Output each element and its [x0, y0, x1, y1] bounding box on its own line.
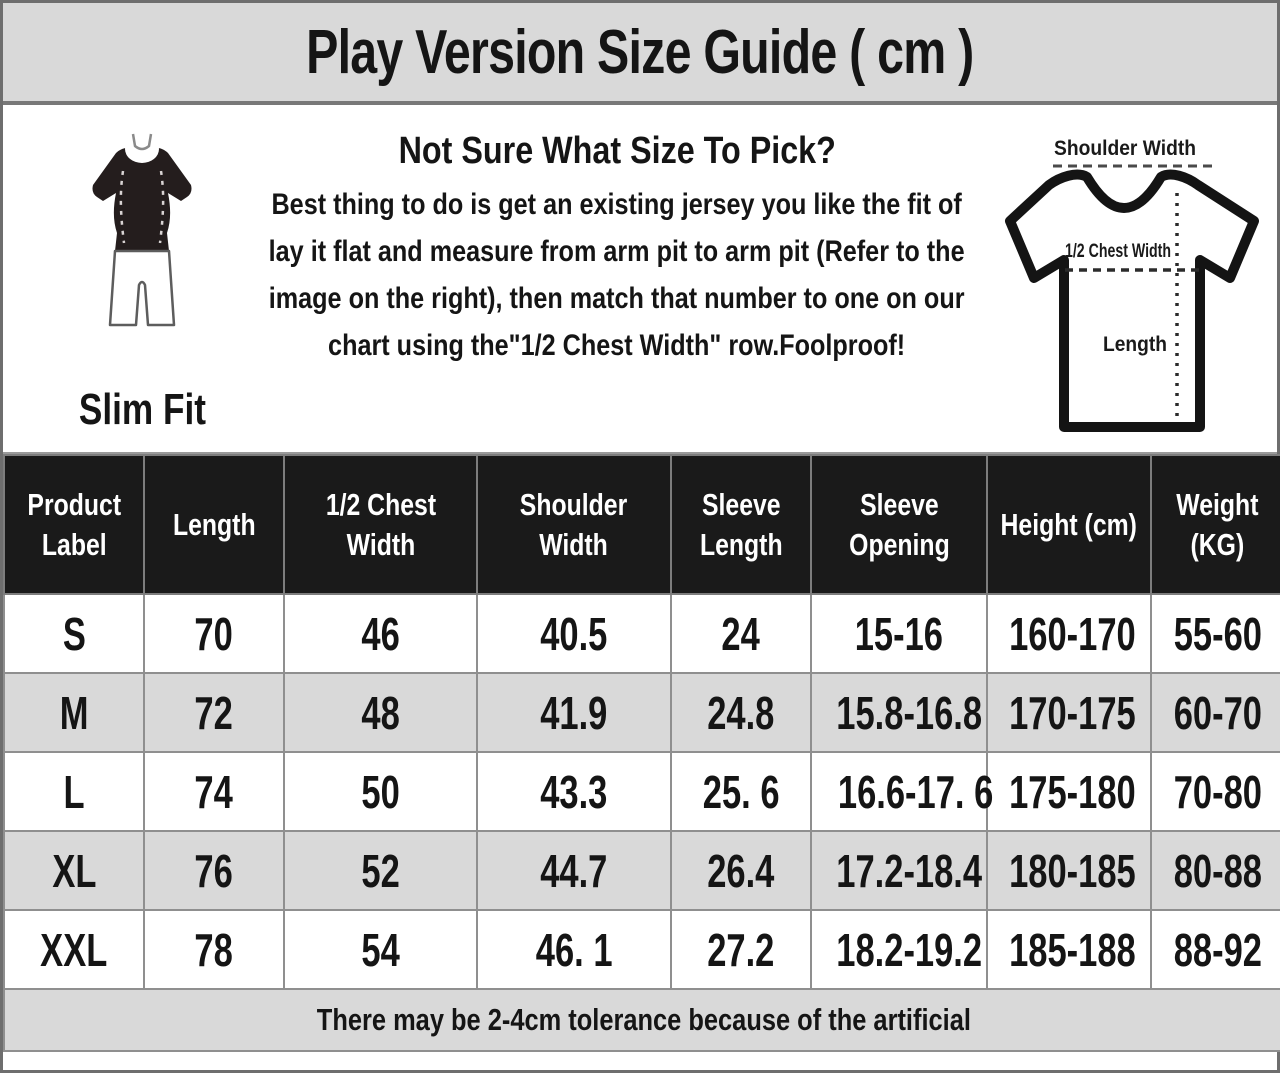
cell: 70: [144, 594, 284, 673]
size-advice: [261, 129, 973, 369]
col-header-product-label: Product Label: [4, 455, 144, 594]
size-table-footer: [4, 989, 1280, 1051]
size-label-cell: XL: [4, 831, 144, 910]
cell: 52: [284, 831, 477, 910]
table-row-xxl: [4, 910, 1280, 989]
cell: 80-88: [1151, 831, 1280, 910]
shoulder-width-label: Shoulder Width: [1054, 137, 1196, 160]
cell: 180-185: [987, 831, 1151, 910]
cell: 18.2-19.2: [811, 910, 987, 989]
half-chest-width-label: 1/2 Chest Width: [1065, 241, 1171, 262]
cell: 74: [144, 752, 284, 831]
size-label-cell: L: [4, 752, 144, 831]
col-header-length: Length: [144, 455, 284, 594]
cell: 41.9: [477, 673, 671, 752]
length-label: Length: [1103, 333, 1167, 356]
header-row: [4, 455, 1280, 594]
cell: 88-92: [1151, 910, 1280, 989]
size-table: [3, 454, 1280, 1052]
table-row-s: [4, 594, 1280, 673]
cell: 24.8: [671, 673, 811, 752]
col-header-shoulder-width: Shoulder Width: [477, 455, 671, 594]
cell: 185-188: [987, 910, 1151, 989]
table-row-m: [4, 673, 1280, 752]
cell: 46: [284, 594, 477, 673]
measurement-diagram: [1001, 135, 1263, 445]
size-table-header: [4, 455, 1280, 594]
cell: 160-170: [987, 594, 1151, 673]
cell: 54: [284, 910, 477, 989]
cell: 44.7: [477, 831, 671, 910]
info-section: [3, 105, 1277, 454]
cell: 48: [284, 673, 477, 752]
slim-fit-mannequin-icon: [90, 133, 194, 345]
size-label-cell: XXL: [4, 910, 144, 989]
size-label-cell: S: [4, 594, 144, 673]
cell: 15.8-16.8: [811, 673, 987, 752]
cell: 78: [144, 910, 284, 989]
advice-body: Best thing to do is get an existing jersey you like the fit of lay it flat and measure from arm pit to arm pit (Refer to the image on the right), then match that number to one on our chart using the"1/2 Chest Width" row.Foolproof!: [269, 188, 965, 362]
cell: 76: [144, 831, 284, 910]
title-bar: [3, 3, 1277, 105]
tolerance-note: There may be 2-4cm tolerance because of the artificial: [4, 989, 1280, 1051]
cell: 46. 1: [477, 910, 671, 989]
size-label-cell: M: [4, 673, 144, 752]
cell: 55-60: [1151, 594, 1280, 673]
page-title: Play Version Size Guide ( cm ): [306, 17, 974, 87]
col-header-height: Height (cm): [987, 455, 1151, 594]
cell: 170-175: [987, 673, 1151, 752]
col-header-weight: Weight (KG): [1151, 455, 1280, 594]
cell: 27.2: [671, 910, 811, 989]
cell: 175-180: [987, 752, 1151, 831]
col-header-sleeve-opening: Sleeve Opening: [811, 455, 987, 594]
cell: 17.2-18.4: [811, 831, 987, 910]
slim-fit-figure-column: [47, 133, 237, 435]
cell: 15-16: [811, 594, 987, 673]
cell: 43.3: [477, 752, 671, 831]
col-header-sleeve-length: Sleeve Length: [671, 455, 811, 594]
cell: 50: [284, 752, 477, 831]
col-header-half-chest-width: 1/2 Chest Width: [284, 455, 477, 594]
footer-row: [4, 989, 1280, 1051]
advice-heading: Not Sure What Size To Pick?: [398, 130, 836, 172]
fit-label: Slim Fit: [78, 385, 206, 434]
cell: 26.4: [671, 831, 811, 910]
cell: 40.5: [477, 594, 671, 673]
cell: 60-70: [1151, 673, 1280, 752]
cell: 25. 6: [671, 752, 811, 831]
cell: 72: [144, 673, 284, 752]
table-row-xl: [4, 831, 1280, 910]
cell: 24: [671, 594, 811, 673]
cell: 70-80: [1151, 752, 1280, 831]
table-row-l: [4, 752, 1280, 831]
size-table-body: [4, 594, 1280, 989]
tshirt-measurement-icon: [1001, 135, 1263, 440]
cell: 16.6-17. 6: [811, 752, 987, 831]
